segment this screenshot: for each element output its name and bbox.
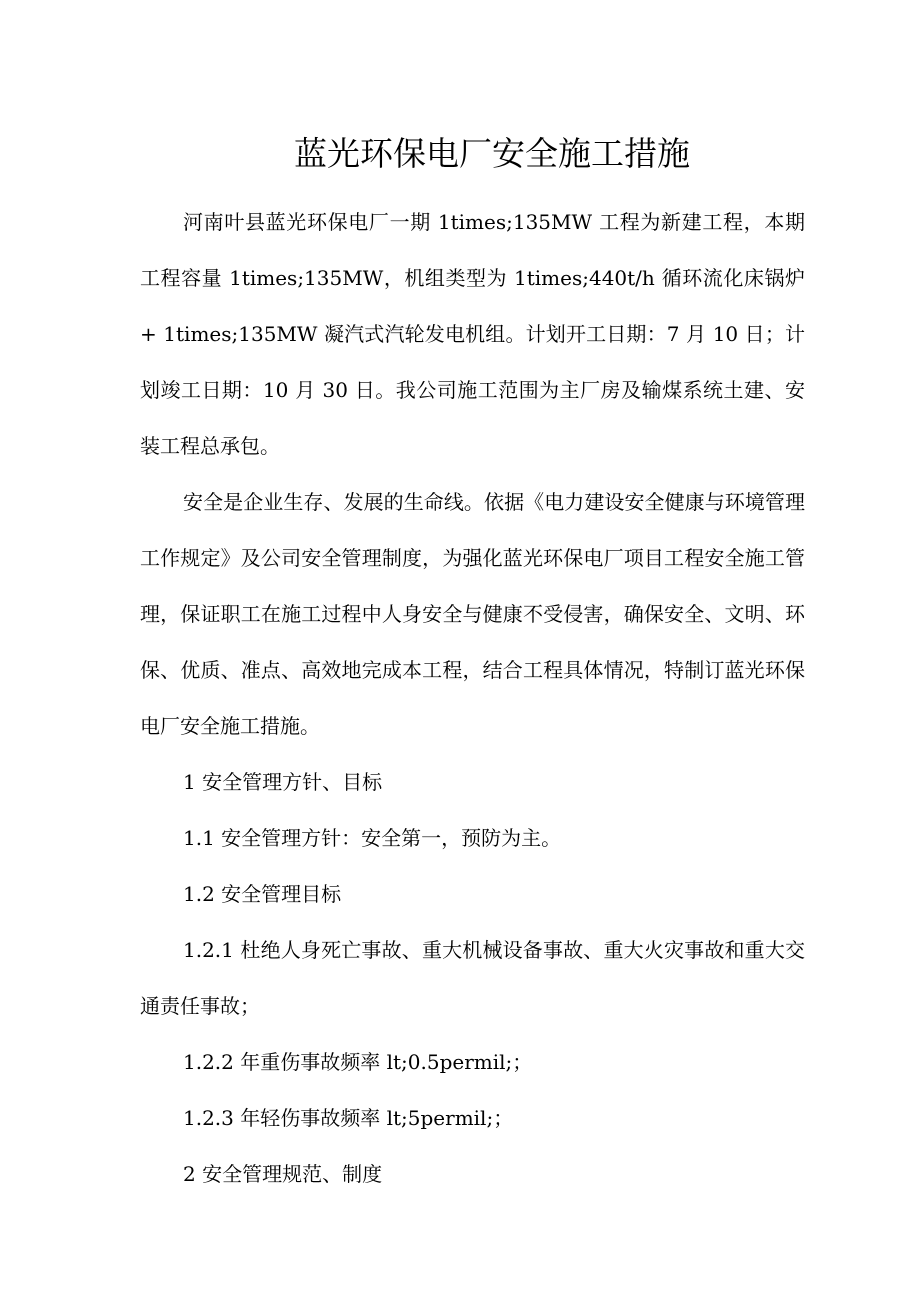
heading-section-1: 1 安全管理方针、目标	[183, 770, 383, 794]
paragraph-1-2-3: 1.2.3 年轻伤事故频率 lt;5permil;；	[183, 1106, 514, 1130]
heading-1-2-goals: 1.2 安全管理目标	[183, 882, 342, 906]
heading-section-2: 2 安全管理规范、制度	[183, 1162, 383, 1186]
paragraph-safety-purpose: 安全是企业生存、发展的生命线。依据《电力建设安全健康与环境管理工作规定》及公司安全管理制度，为强化蓝光环保电厂项目工程安全施工管理，保证职工在施工过程中人身安全与健康不受侵害，确保安全、文明、环保、优质、准点、高效地完成本工程，结合工程具体情况，特制订蓝光环保电厂安全施工措施。	[140, 490, 805, 738]
paragraph-1-2-1: 1.2.1 杜绝人身死亡事故、重大机械设备事故、重大火灾事故和重大交通责任事故；	[140, 938, 805, 1018]
paragraph-1-1-policy: 1.1 安全管理方针：安全第一，预防为主。	[183, 826, 562, 850]
document-body	[140, 194, 805, 1202]
document-title: 蓝光环保电厂安全施工措施	[294, 134, 690, 174]
paragraph-1-2-2: 1.2.2 年重伤事故频率 lt;0.5permil;；	[183, 1050, 533, 1074]
paragraph-project-overview: 河南叶县蓝光环保电厂一期 1times;135MW 工程为新建工程，本期工程容量 1times;135MW，机组类型为 1times;440t/h 循环流化床锅炉 + 1times;135MW 凝汽式汽轮发电机组。计划开工日期：7 月 10 日；计划竣工日期：10 月 30 日。我公司施工范围为主厂房及输煤系统土建、安装工程总承包。	[140, 210, 805, 458]
